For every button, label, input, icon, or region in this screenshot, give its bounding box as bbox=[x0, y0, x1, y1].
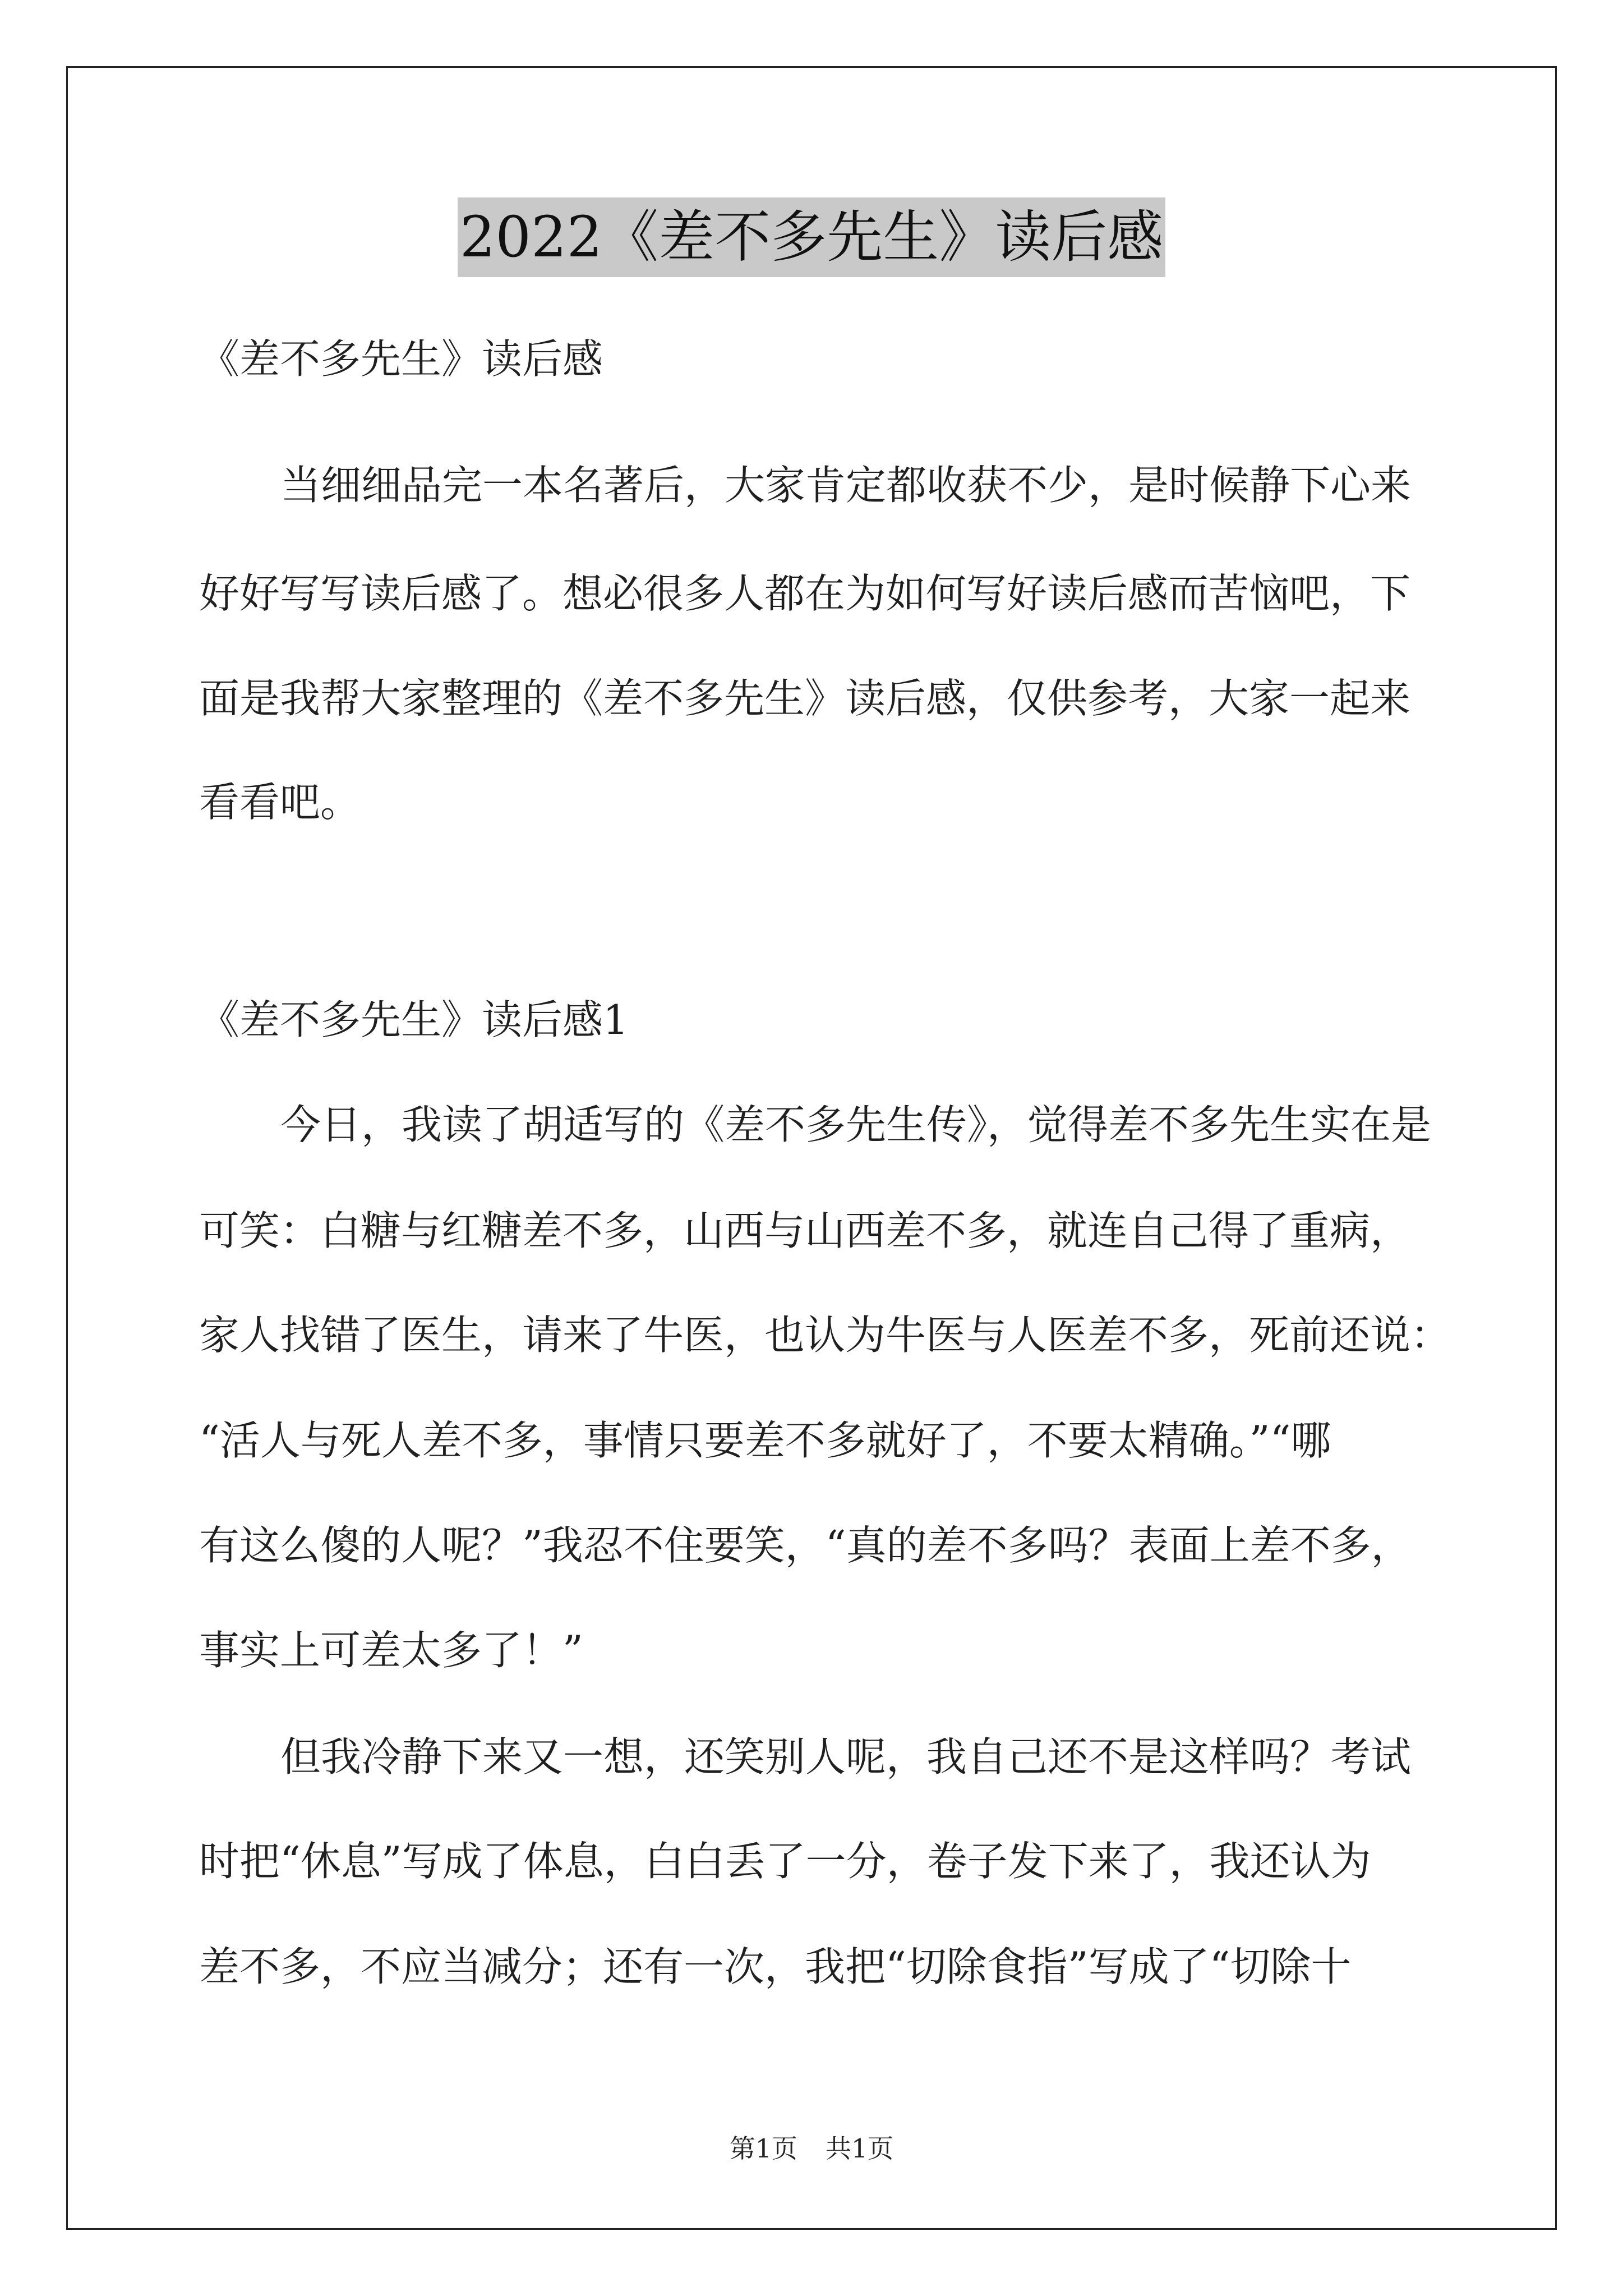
paragraph-line: 今日，我读了胡适写的《差不多先生传》，觉得差不多先生实在是 bbox=[280, 1101, 1432, 1148]
paragraph-line: 差不多，不应当减分；还有一次，我把“切除食指”写成了“切除十 bbox=[199, 1943, 1352, 1990]
paragraph-line: 可笑：白糖与红糖差不多，山西与山西差不多，就连自己得了重病， bbox=[199, 1207, 1411, 1254]
paragraph-line: 时把“休息”写成了体息，白白丢了一分，卷子发下来了，我还认为 bbox=[199, 1838, 1371, 1885]
page-footer bbox=[0, 2132, 1623, 2165]
section-heading: 《差不多先生》读后感 bbox=[199, 335, 603, 383]
paragraph-line: 面是我帮大家整理的《差不多先生》读后感，仅供参考，大家一起来 bbox=[199, 675, 1411, 722]
page-total: 共1页 bbox=[826, 2133, 894, 2164]
paragraph-line: 事实上可差太多了！” bbox=[199, 1627, 583, 1674]
title-container bbox=[0, 197, 1623, 277]
page-number: 第1页 bbox=[729, 2133, 797, 2164]
paragraph-line: 家人找错了医生，请来了牛医，也认为牛医与人医差不多，死前还说： bbox=[199, 1312, 1451, 1359]
paragraph-line: “活人与死人差不多，事情只要差不多就好了，不要太精确。”“哪 bbox=[199, 1417, 1331, 1464]
paragraph-line: 当细细品完一本名著后，大家肯定都收获不少，是时候静下心来 bbox=[280, 462, 1412, 509]
paragraph-line: 但我冷静下来又一想，还笑别人呢，我自己还不是这样吗？考试 bbox=[280, 1733, 1412, 1780]
section-heading: 《差不多先生》读后感1 bbox=[199, 996, 629, 1043]
paragraph-line: 好好写写读后感了。想必很多人都在为如何写好读后感而苦恼吧，下 bbox=[199, 570, 1411, 617]
paragraph-line: 有这么傻的人呢？”我忍不住要笑，“真的差不多吗？表面上差不多， bbox=[199, 1522, 1412, 1569]
paragraph-line: 看看吧。 bbox=[199, 779, 361, 826]
document-title: 2022《差不多先生》读后感 bbox=[458, 197, 1166, 277]
